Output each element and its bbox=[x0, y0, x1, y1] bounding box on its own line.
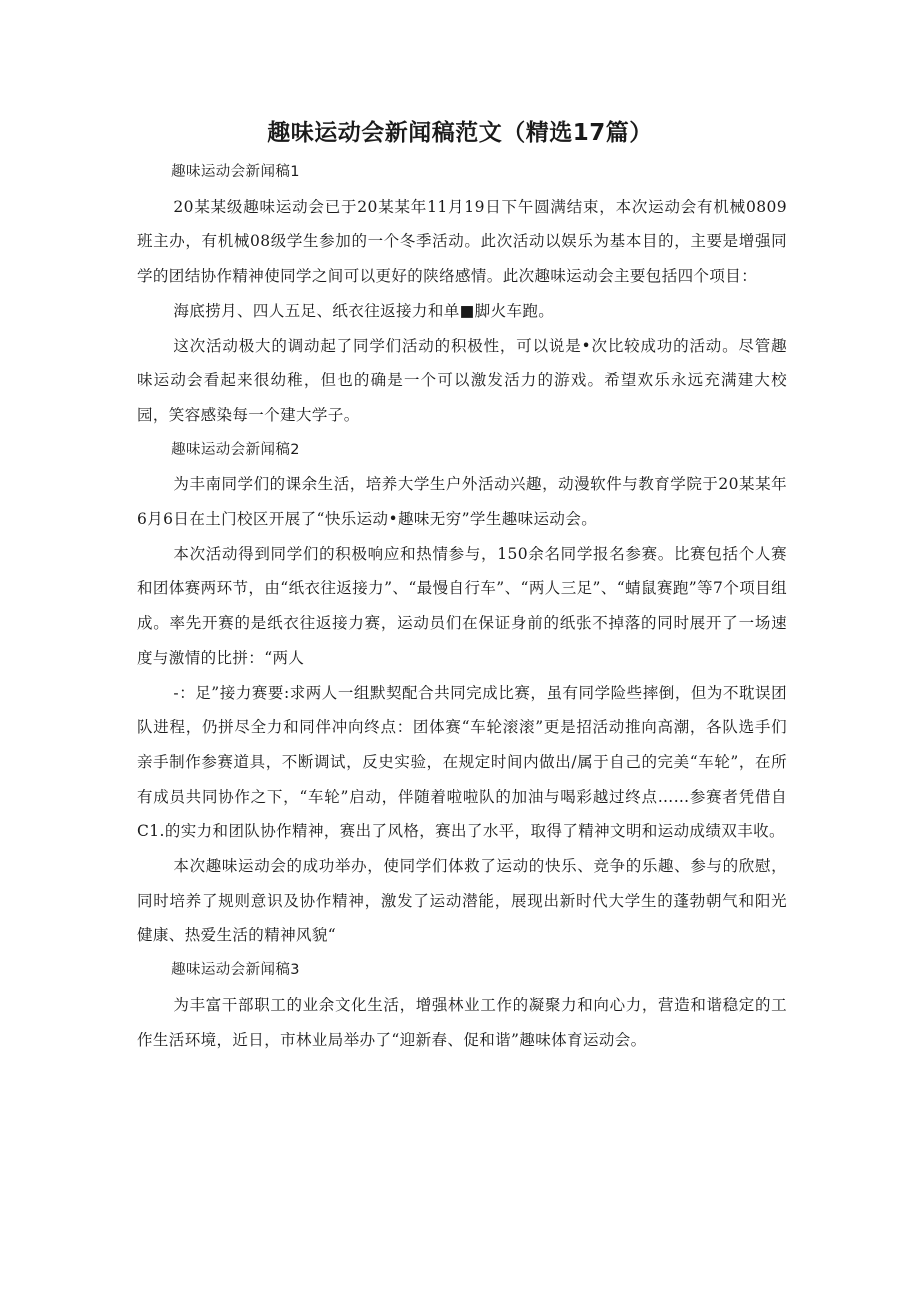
paragraph: 为丰富干部职工的业余文化生活，增强林业工作的凝聚力和向心力，营造和谐稳定的工作生活环境，近日，市林业局举办了“迎新春、促和谐”趣味体育运动会。 bbox=[137, 995, 787, 1049]
section-heading: 趣味运动会新闻稿1 bbox=[171, 164, 300, 180]
paragraph: -：足”接力赛要:求两人一组默契配合共同完成比赛，虽有同学险些摔倒，但为不耽误团队进程，仍拼尽全力和同伴冲向终点：团体赛“车轮滚滚”更是招活动推向高潮，各队选手们亲手制作参赛道具，不断调试，反史实验，在规定时间内做出/属于自己的完美“车轮”，在所有成员共同协作之下，“车轮”启动，伴随着啦啦队的加油与喝彩越过终点……参赛者凭借自C1.的实力和团队协作精神，赛出了风格，赛出了水平，取得了精神文明和运动成绩双丰收。 bbox=[137, 683, 787, 841]
section-heading: 趣味运动会新闻稿2 bbox=[171, 441, 300, 458]
paragraph: 这次活动极大的调动起了同学们活动的积极性，可以说是•次比较成功的活动。尽管趣味运动会看起来很幼稚，但也的确是一个可以激发活力的游戏。希望欢乐永远充满建大校园，笑容感染每一个建大学子。 bbox=[137, 336, 787, 424]
paragraph: 为丰南同学们的课余生活，培养大学生户外活动兴趣，动漫软件与教育学院于20某某年6月6日在土门校区开展了“快乐运动•趣味无穷”学生趣味运动会。 bbox=[137, 475, 787, 529]
paragraph: 海底捞月、四人五足、纸衣往返接力和单■脚火车跑。 bbox=[173, 301, 555, 320]
document-title: 趣味运动会新闻稿范文（精选17篇） bbox=[267, 120, 653, 146]
paragraph: 本次趣味运动会的成功举办，使同学们体救了运动的快乐、竞争的乐趣、参与的欣慰，同时培养了规则意识及协作精神，激发了运动潜能，展现出新时代大学生的蓬勃朝气和阳光健康、热爱生活的精神风貌“ bbox=[137, 857, 787, 945]
section-heading: 趣味运动会新闻稿3 bbox=[171, 962, 300, 979]
paragraph: 本次活动得到同学们的积极响应和热情参与，150余名同学报名参赛。比赛包括个人赛和团体赛两环节，由“纸衣往返接力”、“最慢自行车”、“两人三足”、“蜻鼠赛跑”等7个项目组成。率先开赛的是纸衣往返接力赛，运动员们在保证身前的纸张不掉落的同时展开了一场速度与激情的比拼：“两人 bbox=[137, 544, 787, 667]
document-body bbox=[137, 155, 787, 1057]
paragraph: 20某某级趣味运动会已于20某某年11月19日下午圆满结束，本次运动会有机械0809班主办，有机械08级学生参加的一个冬季活动。此次活动以娱乐为基本目的，主要是增强同学的团结协作精神使同学之间可以更好的陕络感情。此次趣味运动会主要包括四个项目： bbox=[137, 197, 787, 286]
